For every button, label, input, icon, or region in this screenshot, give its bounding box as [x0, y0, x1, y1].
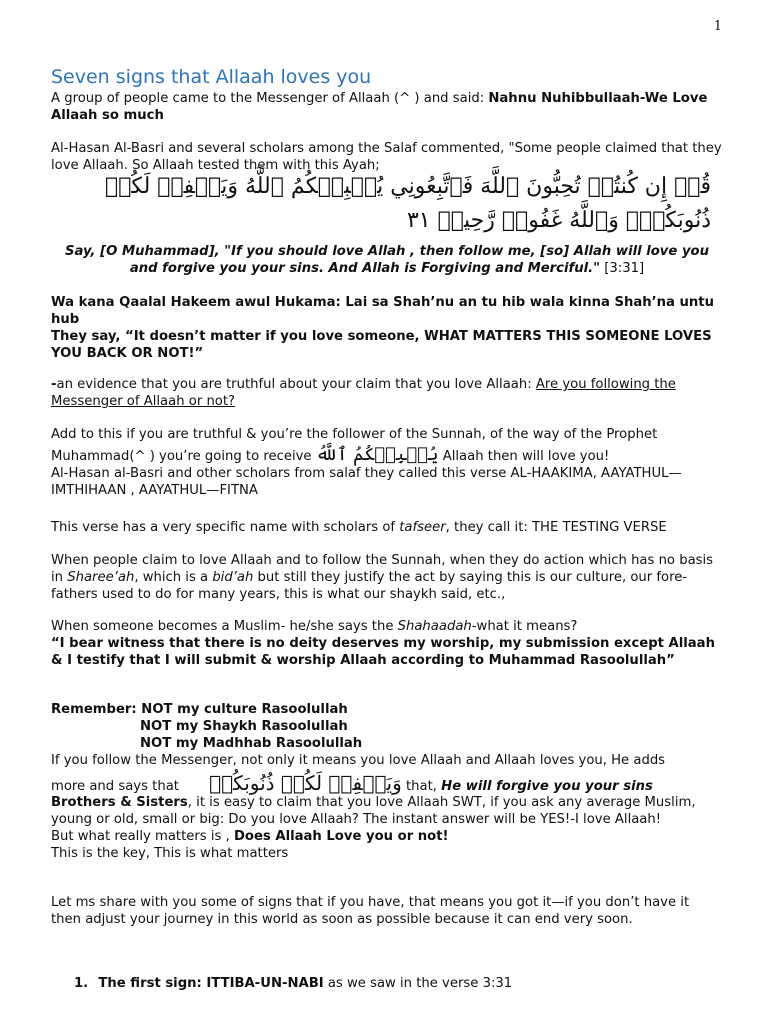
share-paragraph: Let ms share with you some of signs that if you have, that means you got it—if you don’t have it then adjust your journey in this world as soon as possible because it can end very soon. — [51, 895, 690, 927]
page-number: 1 — [713, 19, 722, 34]
culture-p1: When people claim to love Allaah and to follow the Sunnah, when they do action which has no basis in — [51, 553, 714, 585]
intro-paragraph — [51, 90, 723, 124]
page-title: Seven signs that Allaah loves you — [51, 66, 372, 88]
brothers-text: , it is easy to claim that you love Allaah SWT, if you ask any average Muslim, young or old, small or big: Do you love Allaah? The instant answer will be YES!-I love Allaah! — [51, 795, 696, 827]
list-item — [74, 975, 512, 992]
follow-paragraph — [51, 752, 723, 795]
testing-before: This verse has a very specific name with scholars of — [51, 520, 400, 535]
intro-bold: Nahnu Nuhibbullaah-We Love Allaah so much — [51, 91, 708, 123]
shahaadah-italic: Shahaadah — [397, 619, 472, 634]
testing-verse — [51, 519, 723, 536]
add-after: Allaah then will love you! — [438, 449, 610, 464]
culture-paragraph — [51, 552, 723, 603]
remember-block — [51, 701, 723, 752]
remember-line2: NOT my Shaykh Rasoolullah — [140, 719, 348, 734]
add-line1: Add to this if you are truthful & you’re the follower of the Sunnah, of the way of the Prophet — [51, 427, 658, 442]
list-bold: The first sign: ITTIBA-UN-NABI — [98, 976, 324, 991]
brothers-line3: This is the key, This is what matters — [51, 846, 289, 861]
evidence-dash: - — [51, 377, 57, 392]
add-line2 — [51, 446, 723, 465]
brothers-line2 — [51, 828, 723, 845]
add-before: Muhammad(^ ) you’re going to receive — [51, 449, 316, 464]
add-to-this-paragraph — [51, 426, 723, 499]
evidence-text: an evidence that you are truthful about your claim that you love Allaah: — [56, 377, 536, 392]
culture-i1: Sharee’ah — [67, 570, 135, 585]
follow-mid: that, — [401, 779, 442, 794]
intro-text: A group of people came to the Messenger of Allaah (^ ) and said: — [51, 91, 489, 106]
follow-before: more and says that — [51, 779, 184, 794]
hakeem-line1: Wa kana Qaalal Hakeem awul Hukama: Lai sa Shah’nu an tu hib wala kinna Shah’na untu hub — [51, 295, 714, 327]
testing-italic: tafseer — [399, 520, 446, 535]
add-line3: Al-Hasan al-Basri and other scholars from salaf they called this verse AL-HAAKIMA, AAYATHUL—IMTHIHAAN , AAYATHUL—FITNA — [51, 466, 682, 498]
list-text: as we saw in the verse 3:31 — [323, 976, 513, 991]
shahaadah-after: -what it means? — [471, 619, 578, 634]
follow-line1: If you follow the Messenger, not only it means you love Allaah and Allaah loves you, He adds — [51, 753, 666, 768]
brothers-line1 — [51, 794, 723, 828]
remember-line1: Remember: NOT my culture Rasoolullah — [51, 702, 348, 717]
follow-bolditalic: He will forgive you your sins — [441, 779, 653, 794]
brothers-bold: Brothers & Sisters — [51, 795, 188, 810]
culture-p2: , which is a — [134, 570, 213, 585]
ayah-translation — [51, 243, 723, 277]
add-arabic: يُحۡبِبۡكُمُ ٱللَّهُ — [315, 444, 439, 465]
hasan-comment: Al-Hasan Al-Basri and several scholars among the Salaf commented, "Some people claimed that they love Allaah. So Allaah tested them with this Ayah; — [51, 141, 722, 173]
translation-ref: [3:31] — [600, 261, 645, 276]
shahaadah-question — [51, 618, 723, 635]
testing-after: , they call it: THE TESTING VERSE — [445, 520, 667, 535]
follow-arabic: وَيَغۡفِرۡ لَكُمۡ ذُنُوبَكُمۡ — [209, 771, 402, 795]
list-number: 1. — [74, 976, 89, 991]
culture-i2: bid’ah — [212, 570, 254, 585]
culture-p3: but still they justify the act by saying this is our culture, our fore-fathers used to do for many years, this is what our shaykh said, etc., — [51, 570, 688, 602]
brothers-line2-before: But what really matters is , — [51, 829, 234, 844]
hakeem-line2: They say, “It doesn’t matter if you love someone, WHAT MATTERS THIS SOMEONE LOVES YOU BACK OR NOT!” — [51, 329, 712, 361]
translation-text: Say, [O Muhammad], "If you should love Allah , then follow me, [so] Allah will love you and forgive you your sins. And Allah is Forgiving and Merciful." — [64, 244, 709, 276]
evidence-paragraph — [51, 376, 723, 410]
brothers-paragraph — [51, 794, 723, 862]
shahaadah-paragraph — [51, 618, 723, 669]
evidence-underlined: Are you following the Messenger of Allaah or not? — [51, 377, 676, 409]
shahaadah-before: When someone becomes a Muslim- he/she says the — [51, 619, 398, 634]
brothers-line2-bold: Does Allaah Love you or not! — [233, 829, 449, 844]
follow-line2 — [51, 771, 723, 795]
remember-line3: NOT my Madhhab Rasoolullah — [140, 736, 363, 751]
hakeem-quote — [51, 294, 723, 362]
shahaadah-quote: “I bear witness that there is no deity deserves my worship, my submission except Allaah & I testify that I will submit & worship Allaah according to Muhammad Rasoolullah” — [51, 636, 715, 668]
ayah-arabic: قُلۡ إِن كُنتُمۡ تُحِبُّونَ ٱللَّهَ فَٱتَّبِعُونِي يُحۡبِبۡكُمُ ٱللَّهُ وَيَغۡفِرۡ لَكُمۡ ذُنُوبَكُمۡۚ وَٱللَّهُ غَفُورٞ رَّحِيمٞ ٣١ — [105, 174, 711, 233]
